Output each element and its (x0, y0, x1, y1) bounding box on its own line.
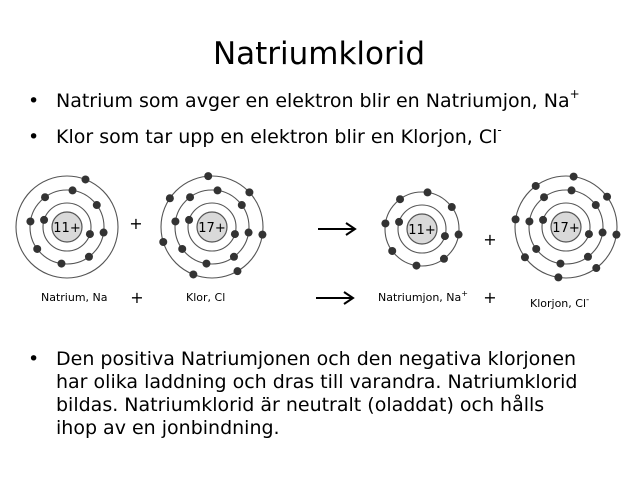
electron (185, 216, 193, 224)
caption-sodium-ion-text: Natriumjon, Na (378, 291, 462, 304)
caption-chloride-ion (530, 295, 589, 310)
electron (521, 253, 529, 261)
atom-chloride-ion (512, 173, 621, 282)
plus-sign: + (130, 288, 144, 307)
atom-sodium (16, 175, 118, 278)
electron (245, 229, 253, 237)
bullet-sodium-text (56, 87, 580, 115)
electron (233, 267, 241, 275)
caption-sodium-ion-charge: + (461, 289, 468, 298)
electron (171, 217, 179, 225)
chloride-ion-charge: - (497, 123, 502, 137)
electron (568, 186, 576, 194)
electron (159, 238, 167, 246)
electron (100, 229, 108, 237)
sodium-ion-charge: + (569, 87, 580, 101)
electron (570, 173, 578, 181)
nucleus-charge: 17+ (198, 221, 226, 236)
bullet-ionic-bond-line: har olika laddning och dras till varandra. Natriumklorid (56, 371, 578, 393)
bullet-sodium-label: Natrium som avger en elektron blir en Natriumjon, Na (56, 90, 570, 112)
electron (592, 201, 600, 209)
electron (539, 216, 547, 224)
electron (412, 262, 420, 270)
plus-sign: + (483, 230, 497, 249)
bullet-ionic-bond-line: Den positiva Natriumjonen och den negativa klorjonen (56, 348, 577, 370)
electron (599, 229, 607, 237)
electron (33, 245, 41, 253)
electron (230, 253, 238, 261)
caption-chloride-ion-charge: - (586, 295, 590, 305)
electron (41, 193, 49, 201)
electron (592, 264, 600, 272)
electron (85, 253, 93, 261)
electron (258, 231, 266, 239)
caption-chlorine (186, 291, 225, 304)
electron (395, 218, 403, 226)
electron (585, 230, 593, 238)
electron (178, 245, 186, 253)
electron (512, 215, 520, 223)
electron (554, 273, 562, 281)
caption-sodium-ion (378, 289, 468, 304)
electron (26, 217, 34, 225)
electron (448, 203, 456, 211)
electron (189, 270, 197, 278)
electron (440, 255, 448, 263)
electron (57, 260, 65, 268)
nucleus-charge: 17+ (552, 221, 580, 236)
electron (214, 186, 222, 194)
electron (40, 216, 48, 224)
reaction-arrow-icon (316, 292, 353, 304)
electron (388, 247, 396, 255)
nucleus-charge: 11+ (408, 223, 436, 238)
electron (532, 245, 540, 253)
electron (525, 217, 533, 225)
bullet-sodium (28, 87, 628, 114)
electron (612, 231, 620, 239)
electron (556, 260, 564, 268)
electron (603, 193, 611, 201)
reaction-arrow-icon (318, 223, 355, 235)
electron (238, 201, 246, 209)
electron (81, 175, 89, 183)
electron (455, 231, 463, 239)
electron (186, 193, 194, 201)
electron (202, 260, 210, 268)
plus-sign: + (129, 214, 143, 233)
bullet-ionic-bond-text (56, 348, 578, 440)
electron (584, 253, 592, 261)
nucleus-charge: 11+ (53, 221, 81, 236)
page-title: Natriumklorid (212, 36, 426, 72)
caption-sodium (41, 291, 108, 304)
bullet-point-icon: • (28, 126, 40, 148)
electron (69, 186, 77, 194)
electron (93, 201, 101, 209)
electron (86, 230, 94, 238)
bullet-ionic-bond-line: bildas. Natriumklorid är neutralt (oladdat) och hålls (56, 394, 545, 416)
electron (424, 188, 432, 196)
caption-sodium-text: Natrium, Na (41, 291, 108, 304)
electron (231, 230, 239, 238)
electron (166, 194, 174, 202)
atom-chlorine (159, 172, 266, 278)
electron (245, 188, 253, 196)
bullet-chlorine (28, 123, 628, 150)
bullet-ionic-bond (28, 348, 628, 448)
atom-sodium-ion (381, 188, 462, 269)
electron (204, 172, 212, 180)
caption-chlorine-text: Klor, Cl (186, 291, 226, 304)
electron (532, 182, 540, 190)
caption-chloride-ion-text: Klorjon, Cl (530, 297, 587, 310)
electron (540, 193, 548, 201)
electron (396, 195, 404, 203)
bullet-chlorine-text (56, 123, 502, 151)
ion-formation-diagram (0, 165, 638, 315)
electron (441, 232, 449, 240)
bullet-point-icon: • (28, 90, 40, 112)
bullet-point-icon: • (28, 348, 40, 370)
plus-sign: + (483, 288, 497, 307)
bullet-chlorine-label: Klor som tar upp en elektron blir en Klorjon, Cl (56, 126, 498, 148)
bullet-ionic-bond-line: ihop av en jonbindning. (56, 417, 280, 439)
electron (381, 219, 389, 227)
